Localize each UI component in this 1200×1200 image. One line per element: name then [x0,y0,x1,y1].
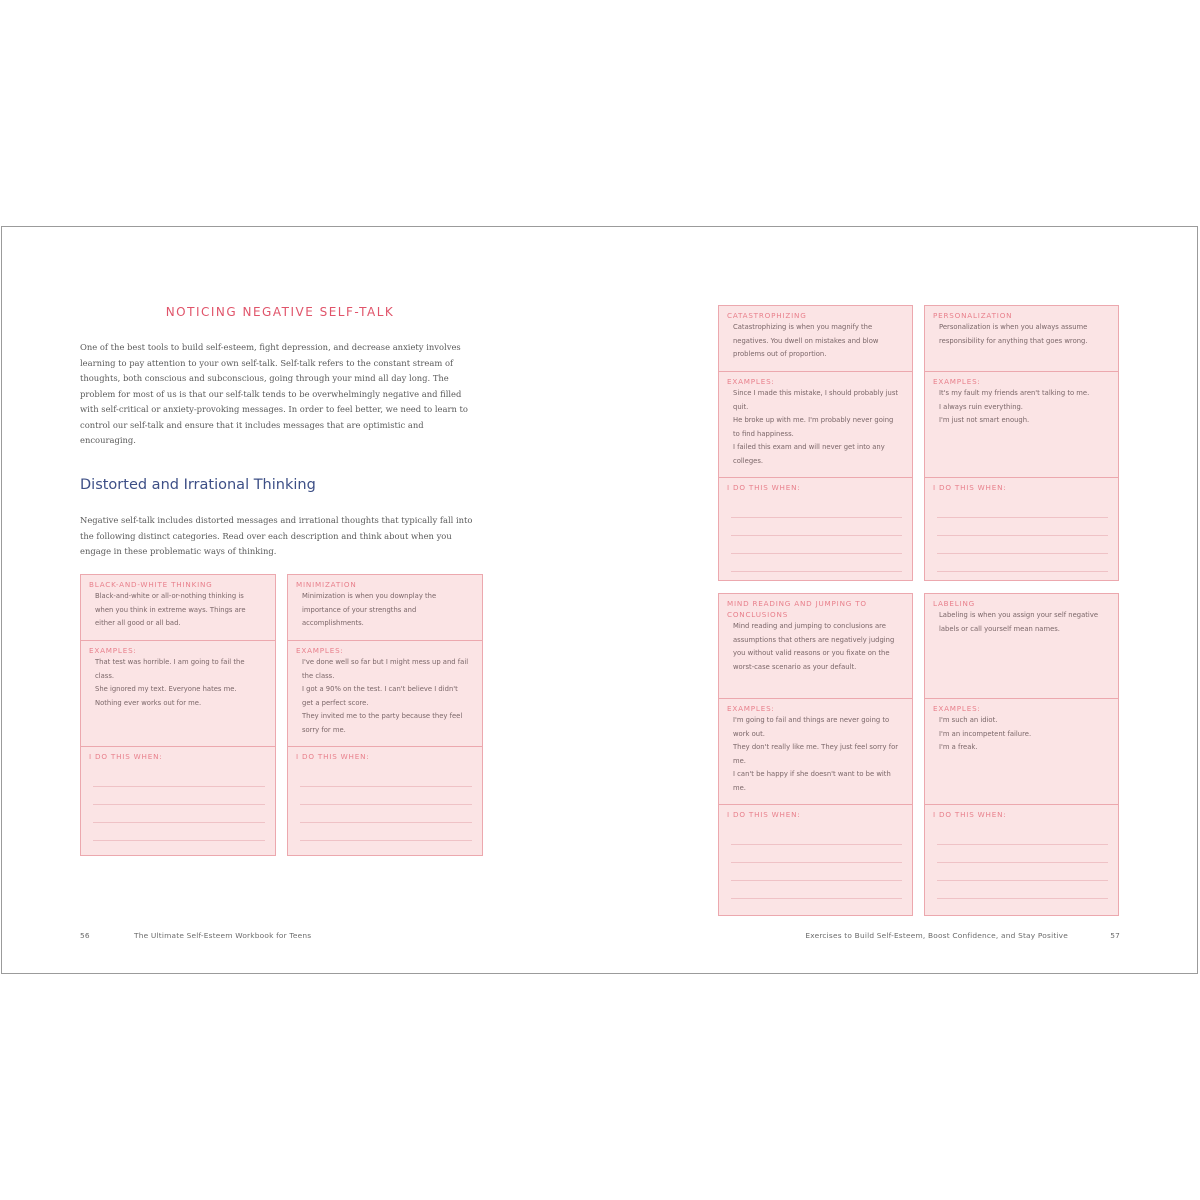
writing-lines[interactable] [93,769,265,851]
section-paragraph: Negative self-talk includes distorted messages and irrational thoughts that typically fall into the following distinct categories. Read over each description and think about when you engage in these problematic ways of thinking. [80,515,473,556]
section-heading: Distorted and Irrational Thinking [80,477,316,493]
i-do-this-when-label: I DO THIS WHEN: [727,483,801,492]
writing-lines[interactable] [937,827,1108,911]
examples-label: EXAMPLES: [727,377,775,386]
example-item: That test was horrible. I am going to fail the class. [95,658,245,680]
i-do-this-when-label: I DO THIS WHEN: [727,810,801,819]
card-description: Labeling is when you assign your self negative labels or call yourself mean names. [939,611,1099,633]
example-item: I'm a freak. [939,743,978,751]
example-item: It's my fault my friends aren't talking to me. [939,389,1090,397]
example-item: Since I made this mistake, I should probably just quit. [733,389,899,411]
card-description: Black-and-white or all-or-nothing thinking is when you think in extreme ways. Things are either all good or all bad. [95,592,246,627]
writing-lines[interactable] [731,500,902,576]
page-title: NOTICING NEGATIVE SELF-TALK [165,305,395,319]
i-do-this-when-label: I DO THIS WHEN: [933,810,1007,819]
right-footer-title: Exercises to Build Self-Esteem, Boost Confidence, and Stay Positive [805,931,1068,940]
examples-label: EXAMPLES: [933,377,981,386]
examples-label: EXAMPLES: [296,646,344,655]
left-page-number: 56 [80,931,90,940]
card-personalization [924,305,1119,581]
card-title: MIND READING AND JUMPING TO CONCLUSIONS [727,599,867,619]
card-mind-reading [718,593,913,916]
card-catastrophizing [718,305,913,581]
card-title: CATASTROPHIZING [727,311,807,320]
card-description: Catastrophizing is when you magnify the negatives. You dwell on mistakes and blow problems out of proportion. [733,323,879,358]
examples-label: EXAMPLES: [727,704,775,713]
i-do-this-when-label: I DO THIS WHEN: [89,752,163,761]
example-item: I can't be happy if she doesn't want to be with me. [733,770,891,792]
card-title: LABELING [933,599,976,608]
card-description: Minimization is when you downplay the importance of your strengths and accomplishments. [302,592,437,627]
i-do-this-when-label: I DO THIS WHEN: [296,752,370,761]
writing-lines[interactable] [731,827,902,911]
right-page-number: 57 [1110,931,1120,940]
example-item: I've done well so far but I might mess up and fail the class. [302,658,469,680]
example-item: He broke up with me. I'm probably never going to find happiness. [733,416,894,438]
card-title: BLACK-AND-WHITE THINKING [89,580,213,589]
examples-label: EXAMPLES: [89,646,137,655]
card-description: Personalization is when you always assume responsibility for anything that goes wrong. [939,323,1088,345]
example-item: She ignored my text. Everyone hates me. [95,685,237,693]
writing-lines[interactable] [937,500,1108,576]
example-item: I'm such an idiot. [939,716,998,724]
example-item: They invited me to the party because they feel sorry for me. [302,712,463,734]
examples-label: EXAMPLES: [933,704,981,713]
example-item: I'm just not smart enough. [939,416,1030,424]
example-item: I'm an incompetent failure. [939,729,1032,738]
card-title: PERSONALIZATION [933,311,1013,320]
example-item: I'm going to fail and things are never going to work out. [733,716,890,738]
i-do-this-when-label: I DO THIS WHEN: [933,483,1007,492]
card-minimization [287,574,483,856]
writing-lines[interactable] [300,769,472,851]
example-item: I always ruin everything. [939,402,1023,411]
example-item: They don't really like me. They just feel sorry for me. [733,743,899,765]
example-item: I got a 90% on the test. I can't believe I didn't get a perfect score. [302,685,458,707]
example-item: I failed this exam and will never get into any colleges. [733,443,885,465]
card-labeling [924,593,1119,916]
example-item: Nothing ever works out for me. [95,698,202,707]
card-title: MINIMIZATION [296,580,357,589]
card-description: Mind reading and jumping to conclusions are assumptions that others are negatively judging you without valid reasons or you fixate on the worst-case scenario as your default. [733,622,895,671]
left-footer-title: The Ultimate Self-Esteem Workbook for Teens [134,931,312,940]
intro-paragraph: One of the best tools to build self-esteem, fight depression, and decrease anxiety involves learning to pay attention to your own self-talk. Self-talk refers to the constant stream of thoughts, both conscious and subconscious, going through your mind all day long. The problem for most of us is that our self-talk tends to be overwhelmingly negative and filled with self-critical or anxiety-provoking messages. In order to feel better, we need to learn to control our self-talk and ensure that it includes messages that are optimistic and encouraging. [80,342,468,445]
card-black-and-white-thinking [80,574,276,856]
